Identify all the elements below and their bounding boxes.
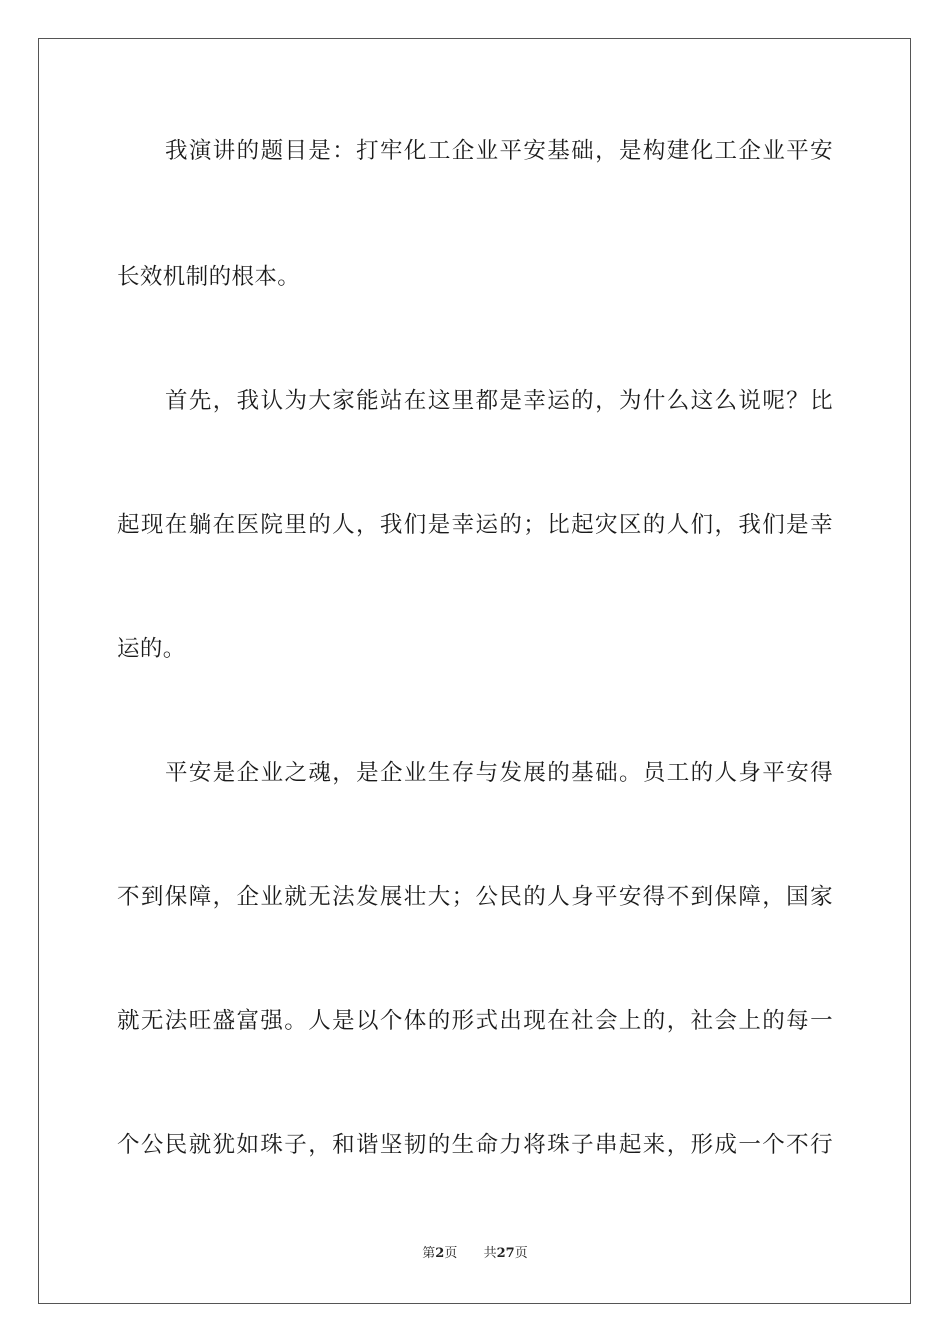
page-number-suffix: 页 bbox=[444, 1246, 458, 1261]
text-line: 个公民就犹如珠子，和谐坚韧的生命力将珠子串起来，形成一个不行 bbox=[117, 1132, 833, 1158]
text-line: 平安是企业之魂，是企业生存与发展的基础。员工的人身平安得 bbox=[165, 760, 833, 786]
text-line: 不到保障，企业就无法发展壮大；公民的人身平安得不到保障，国家 bbox=[117, 884, 833, 910]
page-footer bbox=[0, 1246, 950, 1262]
total-pages-prefix: 共 bbox=[483, 1246, 497, 1261]
text-line: 长效机制的根本。 bbox=[117, 264, 301, 290]
text-line: 我演讲的题目是：打牢化工企业平安基础，是构建化工企业平安 bbox=[165, 138, 833, 164]
text-line: 运的。 bbox=[117, 636, 186, 662]
text-line: 首先，我认为大家能站在这里都是幸运的，为什么这么说呢？比 bbox=[165, 388, 833, 414]
total-pages: 27 bbox=[496, 1246, 515, 1261]
page-border bbox=[38, 38, 911, 1304]
text-line: 就无法旺盛富强。人是以个体的形式出现在社会上的，社会上的每一 bbox=[117, 1008, 833, 1034]
page-number: 2 bbox=[435, 1246, 445, 1261]
total-pages-suffix: 页 bbox=[514, 1246, 528, 1261]
page-number-prefix: 第 bbox=[422, 1246, 436, 1261]
text-line: 起现在躺在医院里的人，我们是幸运的；比起灾区的人们，我们是幸 bbox=[117, 512, 833, 538]
